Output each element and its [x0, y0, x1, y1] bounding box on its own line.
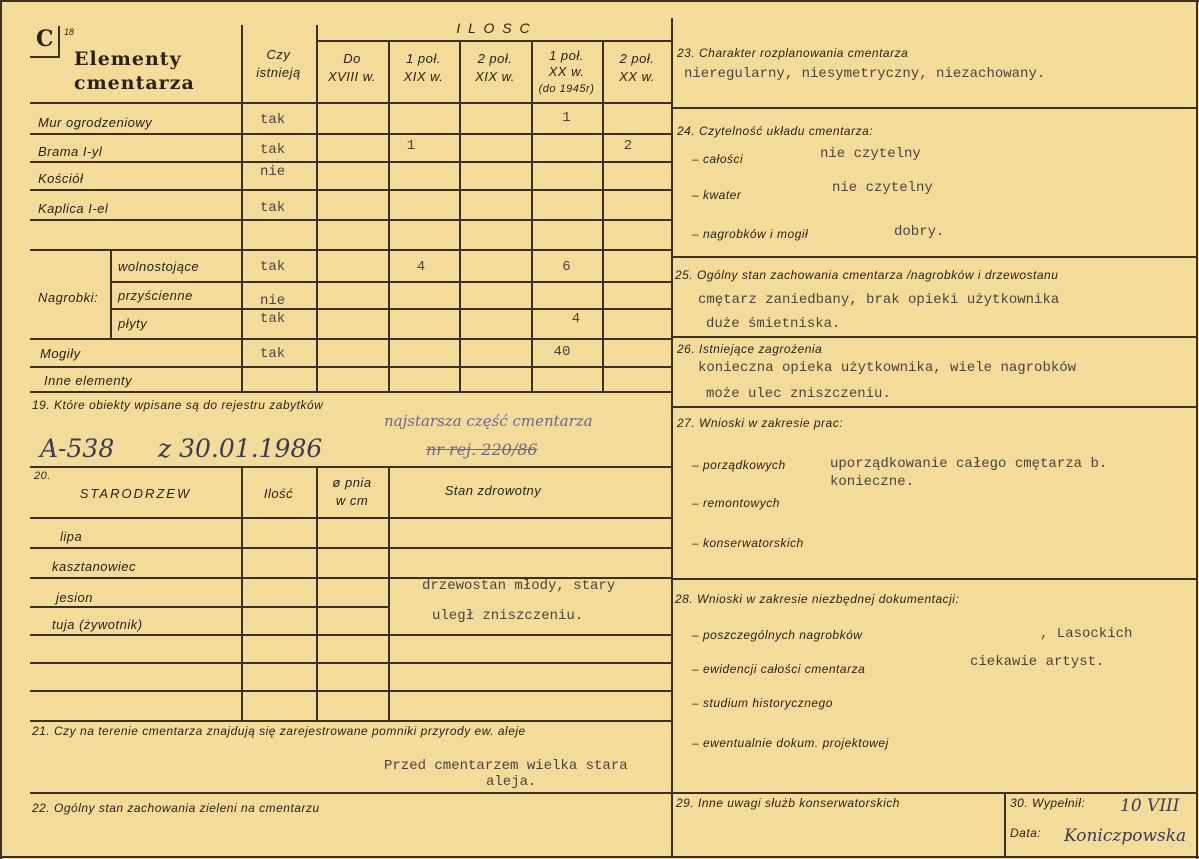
czy-przyscienne: nie	[260, 293, 286, 309]
frame-bottom	[0, 856, 1199, 858]
q19-label: 19. Które obiekty wpisane są do rejestru zabytków	[32, 398, 324, 412]
row-label-inne: Inne elementy	[44, 373, 133, 388]
q24-label: 24. Czytelność układu cmentarza:	[677, 124, 874, 138]
q26-answer-line2: może ulec zniszczeniu.	[706, 386, 891, 402]
ilosc-header: I L O S C	[456, 20, 532, 36]
q30-label: 30. Wypełnił:	[1010, 796, 1086, 810]
q20-header-stan: Stan zdrowotny	[444, 483, 542, 498]
q20-num: 20.	[34, 470, 51, 482]
q23-answer: nieregularny, niesymetryczny, niezachowany.	[684, 66, 1046, 82]
q24-calosci-label: – całości	[692, 152, 744, 166]
q28-ewidencji-label: – ewidencji całości cmentarza	[692, 662, 866, 676]
frame-right	[1196, 0, 1198, 859]
q25-answer-line2: duże śmietniska.	[706, 316, 841, 332]
q27-porzadkowych-label: – porządkowych	[692, 458, 786, 472]
tree-kasztanowiec: kasztanowiec	[52, 559, 137, 574]
center-divider	[671, 18, 673, 856]
q27-label: 27. Wnioski w zakresie prac:	[677, 416, 844, 430]
q27-porzadkowych-line1: uporządkowanie całego cmętarza b.	[830, 456, 1108, 472]
col-2pol-xx: 2 poł. XX w.	[619, 51, 655, 84]
q27-remontowych-label: – remontowych	[692, 496, 780, 510]
q30-data-label: Data:	[1010, 826, 1042, 840]
q20-stan-line2: uległ zniszczeniu.	[432, 608, 584, 624]
czy-brama: tak	[260, 142, 286, 158]
frame-left	[0, 0, 2, 859]
q26-answer-line1: konieczna opieka użytkownika, wiele nagrobków	[698, 360, 1077, 376]
row-label-przyscienne: przyścienne	[118, 288, 193, 303]
section-letter: C	[36, 26, 54, 52]
q20-header-ilosc: Ilość	[263, 486, 294, 501]
q27-porzadkowych-line2: konieczne.	[830, 474, 915, 490]
q24-nagrobkow-value: dobry.	[894, 224, 945, 240]
q21-answer-line2: aleja.	[486, 774, 537, 790]
count-wolnostojace-1pol-xix: 4	[416, 259, 426, 275]
row-label-kosciol: Kościół	[38, 171, 84, 186]
q19-register-no: A-538	[40, 434, 115, 463]
q20-header-starodrzew: STARODRZEW	[79, 486, 192, 501]
q24-nagrobkow-label: – nagrobków i mogił	[692, 227, 809, 241]
q28-studium-label: – studium historycznego	[692, 696, 833, 710]
q19-register-date: z 30.01.1986	[158, 434, 323, 463]
czy-kosciol: nie	[260, 164, 286, 180]
count-plyty-1pol-xx: 4	[571, 311, 581, 327]
tree-lipa: lipa	[60, 529, 83, 544]
count-mogily-1pol-xx: 40	[553, 344, 571, 360]
q20-stan-line1: drzewostan młody, stary	[422, 578, 616, 594]
q21-answer-line1: Przed cmentarzem wielka stara	[384, 758, 628, 774]
q24-kwater-value: nie czytelny	[832, 180, 933, 196]
section-number: 18	[64, 27, 75, 37]
q19-nr-rej: nr rej. 220/86	[426, 440, 538, 459]
czy-wolnostojace: tak	[260, 259, 286, 275]
col-1pol-xx: 1 poł. XX w. (do 1945r)	[538, 48, 595, 95]
row-label-brama: Brama I-yl	[38, 144, 103, 159]
czy-mur: tak	[260, 112, 286, 128]
q30-date-written: 10 VIII	[1120, 796, 1180, 816]
card-title-line1: Elementy	[74, 48, 182, 70]
col-czy-istnieja: Czy istnieją	[256, 47, 301, 80]
row-label-wolnostojace: wolnostojące	[118, 259, 200, 274]
q28-poszczegolnych-value: , Lasockich	[1040, 626, 1133, 642]
tree-tuja: tuja (żywotnik)	[52, 617, 143, 632]
q19-note: najstarsza część cmentarza	[384, 412, 593, 430]
czy-plyty: tak	[260, 311, 286, 327]
q28-label: 28. Wnioski w zakresie niezbędnej dokumentacji:	[675, 592, 960, 606]
q28-ewidencji-value: ciekawie artyst.	[970, 654, 1105, 670]
row-label-mogily: Mogiły	[40, 346, 81, 361]
row-label-kaplica: Kaplica I-el	[38, 201, 109, 216]
q24-calosci-value: nie czytelny	[820, 146, 921, 162]
q27-konserwatorskich-label: – konserwatorskich	[692, 536, 804, 550]
q22-label: 22. Ogólny stan zachowania zieleni na cmentarzu	[32, 801, 320, 815]
col-do-xviii: Do XVIII w.	[327, 51, 377, 84]
frame-top	[0, 0, 1199, 2]
count-brama-2pol-xx: 2	[623, 138, 633, 154]
q25-label: 25. Ogólny stan zachowania cmentarza /nagrobków i drzewostanu	[675, 268, 1059, 282]
row-label-mur: Mur ogrodzeniowy	[38, 115, 153, 130]
q30-signature: Koniczpowska	[1064, 826, 1187, 846]
czy-mogily: tak	[260, 346, 286, 362]
row-label-plyty: płyty	[118, 316, 148, 331]
count-brama-1pol-xix: 1	[406, 138, 416, 154]
q23-label: 23. Charakter rozplanowania cmentarza	[677, 46, 909, 60]
q28-poszczegolnych-label: – poszczególnych nagrobków	[692, 628, 863, 642]
tree-jesion: jesion	[56, 590, 93, 605]
col-1pol-xix: 1 poł. XIX w.	[403, 51, 444, 84]
q24-kwater-label: – kwater	[692, 188, 742, 202]
q26-label: 26. Istniejące zagrożenia	[677, 342, 823, 356]
col-2pol-xix: 2 poł. XIX w.	[475, 51, 515, 84]
czy-kaplica: tak	[260, 200, 286, 216]
q28-projektowej-label: – ewentualnie dokum. projektowej	[692, 736, 889, 750]
q25-answer-line1: cmętarz zaniedbany, brak opieki użytkownika	[698, 292, 1060, 308]
card-title-line2: cmentarza	[74, 72, 195, 94]
q21-label: 21. Czy na terenie cmentarza znajdują się zarejestrowane pomniki przyrody ew. aleje	[32, 724, 526, 738]
count-mur-1pol-xx: 1	[562, 110, 571, 126]
q29-label: 29. Inne uwagi służb konserwatorskich	[676, 796, 900, 810]
nagrobki-group-label: Nagrobki:	[38, 290, 99, 305]
q20-header-pnia: ø pnia w cm	[332, 475, 372, 508]
count-wolnostojace-1pol-xx: 6	[562, 259, 571, 275]
